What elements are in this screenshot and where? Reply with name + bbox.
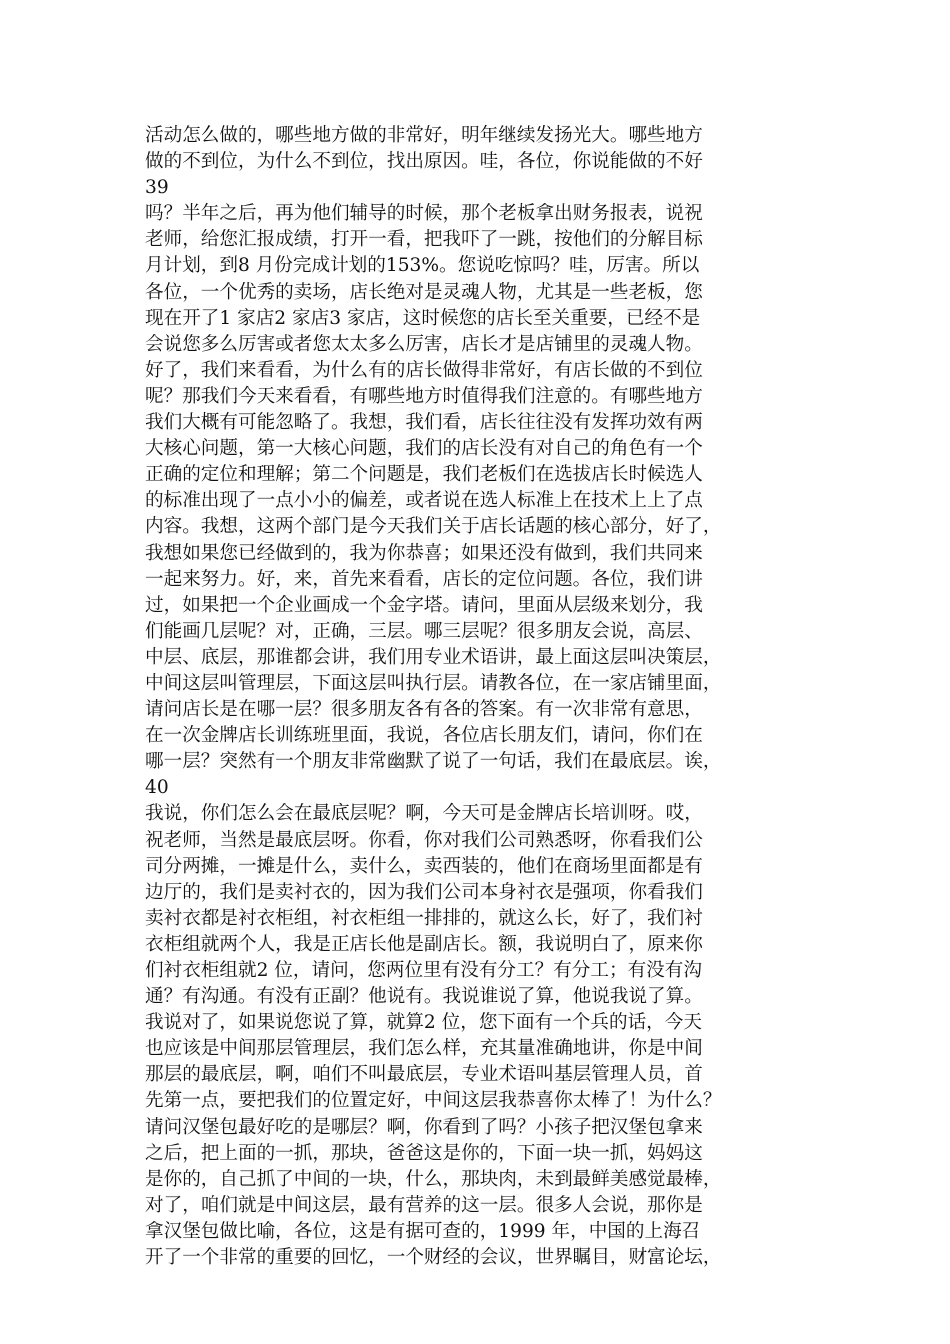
text-line: 我说，你们怎么会在最底层呢？啊，今天可是金牌店长培训呀。哎， — [145, 803, 703, 825]
text-line: 活动怎么做的，哪些地方做的非常好，明年继续发扬光大。哪些地方 — [145, 125, 703, 146]
text-line: 司分两摊，一摊是什么，卖什么，卖西装的，他们在商场里面都是有 — [145, 855, 703, 877]
page-number: 39 — [145, 177, 169, 199]
text-line: 做的不到位，为什么不到位，找出原因。哇，各位，你说能做的不好 — [145, 151, 703, 173]
text-line: 会说您多么厉害或者您太太多么厉害，店长才是店铺里的灵魂人物。 — [145, 333, 703, 355]
text-line: 各位，一个优秀的卖场，店长绝对是灵魂人物，尤其是一些老板，您 — [145, 281, 703, 303]
text-line: 通？有沟通。有没有正副？他说有。我说谁说了算，他说我说了算。 — [145, 986, 703, 1008]
text-line: 我们大概有可能忽略了。我想，我们看，店长往往没有发挥功效有两 — [145, 412, 703, 434]
text-line: 一起来努力。好，来，首先来看看，店长的定位问题。各位，我们讲 — [145, 568, 703, 590]
text-line: 祝老师，当然是最底层呀。你看，你对我们公司熟悉呀，你看我们公 — [145, 829, 703, 851]
text-line: 我想如果您已经做到的，我为你恭喜；如果还没有做到，我们共同来 — [145, 542, 703, 564]
text-line: 在一次金牌店长训练班里面，我说，各位店长朋友们，请问，你们在 — [145, 725, 703, 747]
text-line: 对了，咱们就是中间这层，最有营养的这一层。很多人会说，那你是 — [145, 1194, 703, 1216]
text-line: 先第一点，要把我们的位置定好，中间这层我恭喜你太棒了！为什么？ — [145, 1090, 722, 1112]
text-line: 呢？那我们今天来看看，有哪些地方时值得我们注意的。有哪些地方 — [145, 385, 703, 407]
text-line: 边厅的，我们是卖衬衣的，因为我们公司本身衬衣是强项，你看我们 — [145, 881, 703, 903]
text-line: 是你的，自己抓了中间的一块，什么，那块肉，未到最鲜美感觉最棒， — [145, 1168, 722, 1190]
text-line: 过，如果把一个企业画成一个金字塔。请问，里面从层级来划分，我 — [145, 594, 703, 616]
text-line: 也应该是中间那层管理层，我们怎么样，充其量准确地讲，你是中间 — [145, 1038, 703, 1060]
text-line: 的标准出现了一点小小的偏差，或者说在选人标准上在技术上上了点 — [145, 490, 703, 512]
text-line: 正确的定位和理解；第二个问题是，我们老板们在选拔店长时候选人 — [145, 464, 703, 486]
text-line: 拿汉堡包做比喻，各位，这是有据可查的，1999 年，中国的上海召 — [145, 1220, 701, 1242]
text-line: 吗？半年之后，再为他们辅导的时候，那个老板拿出财务报表，说祝 — [145, 203, 703, 225]
text-line: 大核心问题，第一大核心问题，我们的店长没有对自己的角色有一个 — [145, 438, 703, 460]
text-line: 们衬衣柜组就2 位，请问，您两位里有没有分工？有分工；有没有沟 — [145, 960, 702, 981]
text-line: 我说对了，如果说您说了算，就算2 位，您下面有一个兵的话，今天 — [145, 1012, 702, 1034]
text-line: 哪一层？突然有一个朋友非常幽默了说了一句话，我们在最底层。诶， — [145, 751, 722, 773]
body-text — [145, 123, 735, 1271]
text-line: 中层、底层，那谁都会讲，我们用专业术语讲，最上面这层叫决策层， — [145, 646, 722, 668]
text-line: 之后，把上面的一抓，那块，爸爸这是你的，下面一块一抓，妈妈这 — [145, 1142, 703, 1164]
text-line: 卖衬衣都是衬衣柜组，衬衣柜组一排排的，就这么长，好了，我们衬 — [145, 907, 703, 929]
text-line: 内容。我想，这两个部门是今天我们关于店长话题的核心部分，好了， — [145, 516, 722, 538]
text-line: 现在开了1 家店2 家店3 家店，这时候您的店长至关重要，已经不是 — [145, 307, 701, 329]
text-line: 开了一个非常的重要的回忆，一个财经的会议，世界瞩目，财富论坛， — [145, 1247, 722, 1269]
text-line: 请问汉堡包最好吃的是哪层？啊，你看到了吗？小孩子把汉堡包拿来 — [145, 1116, 703, 1138]
text-line: 那层的最底层，啊，咱们不叫最底层，专业术语叫基层管理人员，首 — [145, 1064, 703, 1086]
text-line: 请问店长是在哪一层？很多朋友各有各的答案。有一次非常有意思， — [145, 699, 703, 721]
text-line: 月计划，到8 月份完成计划的153%。您说吃惊吗？哇，厉害。所以 — [145, 255, 700, 277]
text-line: 好了，我们来看看，为什么有的店长做得非常好，有店长做的不到位 — [145, 359, 703, 381]
text-line: 老师，给您汇报成绩，打开一看，把我吓了一跳，按他们的分解目标 — [145, 229, 703, 251]
text-line: 衣柜组就两个人，我是正店长他是副店长。额，我说明白了，原来你 — [145, 933, 703, 955]
page-number: 40 — [145, 777, 169, 799]
text-line: 中间这层叫管理层，下面这层叫执行层。请教各位，在一家店铺里面， — [145, 672, 722, 694]
text-line: 们能画几层呢？对，正确，三层。哪三层呢？很多朋友会说，高层、 — [145, 620, 703, 642]
